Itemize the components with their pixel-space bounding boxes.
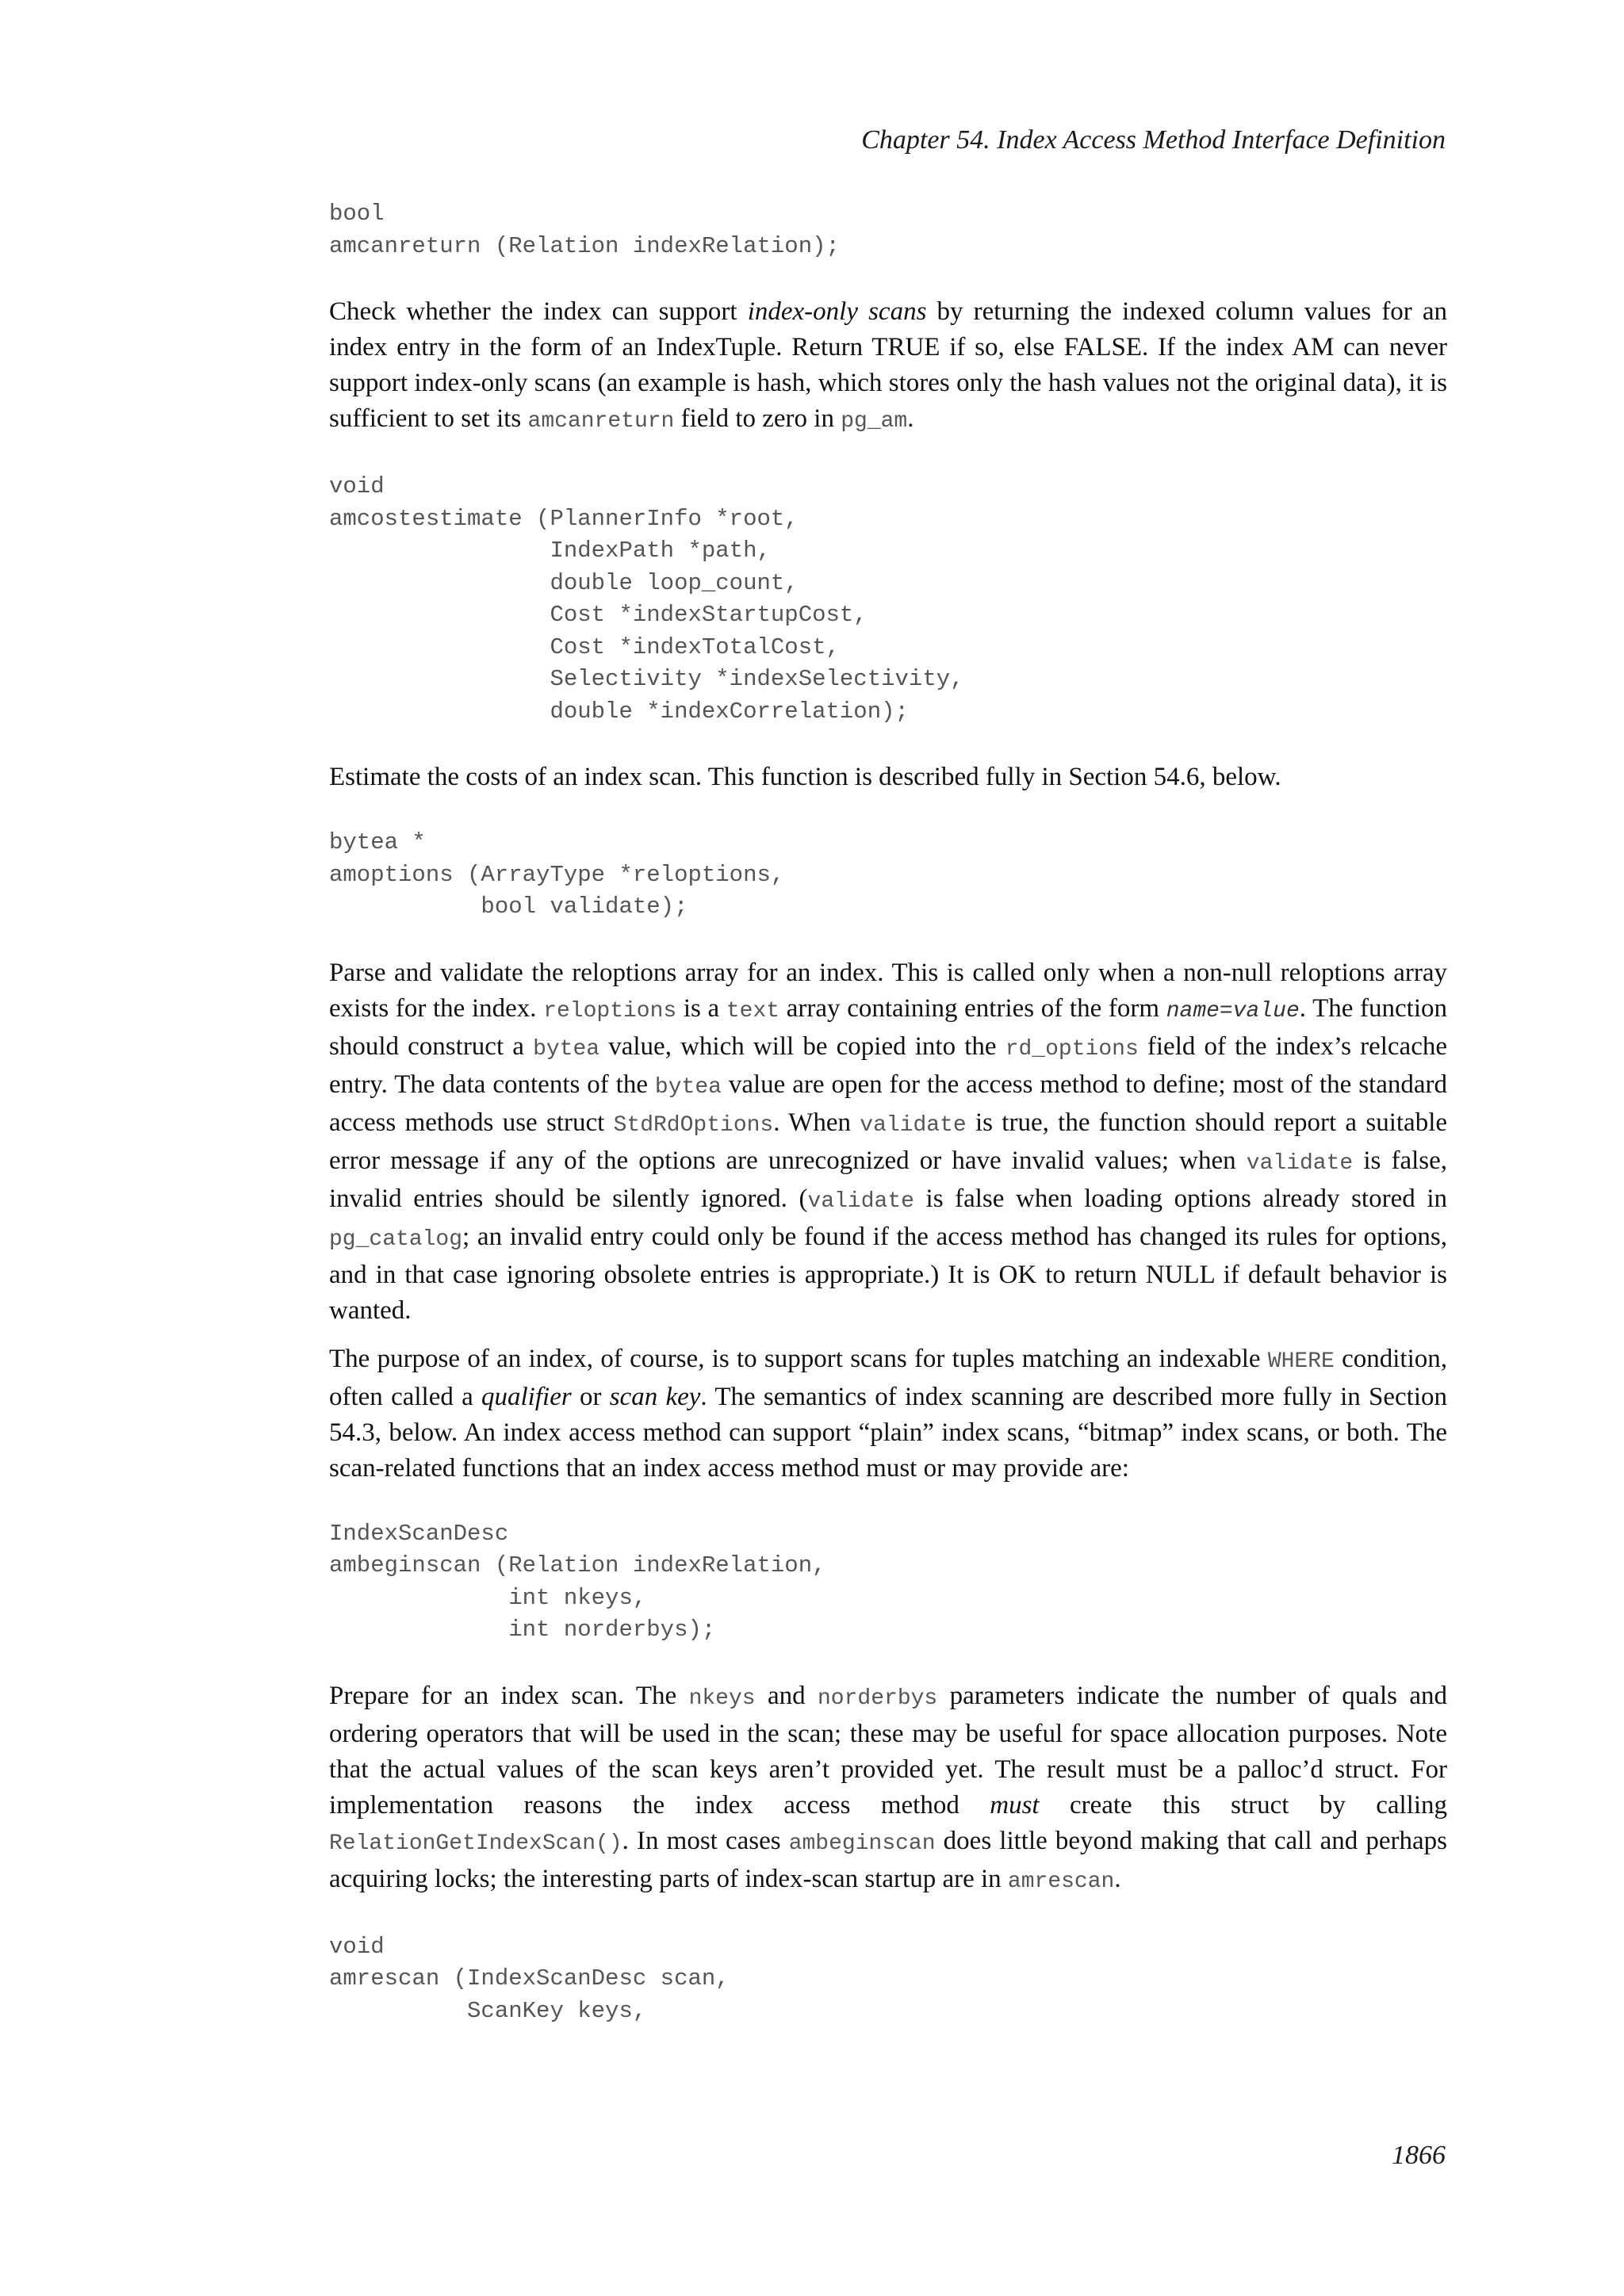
paragraph-amcostestimate-description: Estimate the costs of an index scan. This function is described fully in Section 54.6, below. — [329, 763, 1281, 791]
paragraph-amcanreturn-description: Check whether the index can support index-only scans by returning the indexed column values for an index entry in the form of an IndexTuple. Return TRUE if so, else FALSE. If the index AM can never support index-only scans (an example is hash, which stores only the hash values not the original data), it is sufficient to set its amcanreturn field to zero in pg_am. — [329, 297, 1447, 434]
code-block-amcostestimate: void amcostestimate (PlannerInfo *root, IndexPath *path, double loop_count, Cost *indexStartupCost, Cost *indexTotalCost, Selectivity *indexSelectivity, double *indexCorrelation); — [329, 473, 964, 725]
paragraph-amoptions-description: Parse and validate the reloptions array for an index. This is called only when a non-null reloptions array exists for the index. reloptions is a text array containing entries of the form name=value. The function should construct a bytea value, which will be copied into the rd_options field of the index’s relcache entry. The data contents of the bytea value are open for the access method to define; most of the standard access methods use struct StdRdOptions. When validate is true, the function should report a suitable error message if any of the options are unrecognized or have invalid values; when validate is false, invalid entries should be silently ignored. (validate is false when loading options already stored in pg_catalog; an invalid entry could only be found if the access method has changed its rules for options, and in that case ignoring obsolete entries is appropriate.) It is OK to return NULL if default behavior is wanted. — [329, 958, 1448, 1325]
page-number: 1866 — [1392, 2141, 1446, 2170]
code-block-amcanreturn: bool amcanreturn (Relation indexRelation); — [329, 201, 840, 259]
code-pg-am: pg_am — [841, 409, 908, 434]
paragraph-ambeginscan-description: Prepare for an index scan. The nkeys and norderbys parameters indicate the number of quals and ordering operators that will be used in the scan; these may be useful for space allocation purposes. Note that the actual values of the scan keys aren’t provided yet. The result must be a palloc’d struct. For implementation reasons the index access method must create this struct by calling RelationGetIndexScan(). In most cases ambeginscan does little beyond making that call and perhaps acquiring locks; the interesting parts of index-scan startup are in amrescan. — [329, 1681, 1448, 1894]
page-body — [329, 198, 1447, 2027]
paragraph-index-scan-purpose: The purpose of an index, of course, is to support scans for tuples matching an indexable WHERE condition, often called a qualifier or scan key. The semantics of index scanning are described more fully in Section 54.3, below. An index access method can support “plain” index scans, “bitmap” index scans, or both. The scan-related functions that an index access method must or may provide are: — [329, 1344, 1447, 1483]
code-amcanreturn: amcanreturn — [527, 409, 675, 434]
code-name-value: name=value — [1166, 998, 1300, 1024]
running-header: Chapter 54. Index Access Method Interface Definition — [861, 125, 1446, 155]
emphasis-index-only-scans: index-only scans — [747, 297, 927, 326]
code-block-amoptions: bytea * amoptions (ArrayType *reloptions, bool validate); — [329, 829, 785, 920]
code-block-ambeginscan: IndexScanDesc ambeginscan (Relation indexRelation, int nkeys, int norderbys); — [329, 1520, 826, 1643]
code-block-amrescan: void amrescan (IndexScanDesc scan, ScanKey keys, — [329, 1933, 730, 2024]
